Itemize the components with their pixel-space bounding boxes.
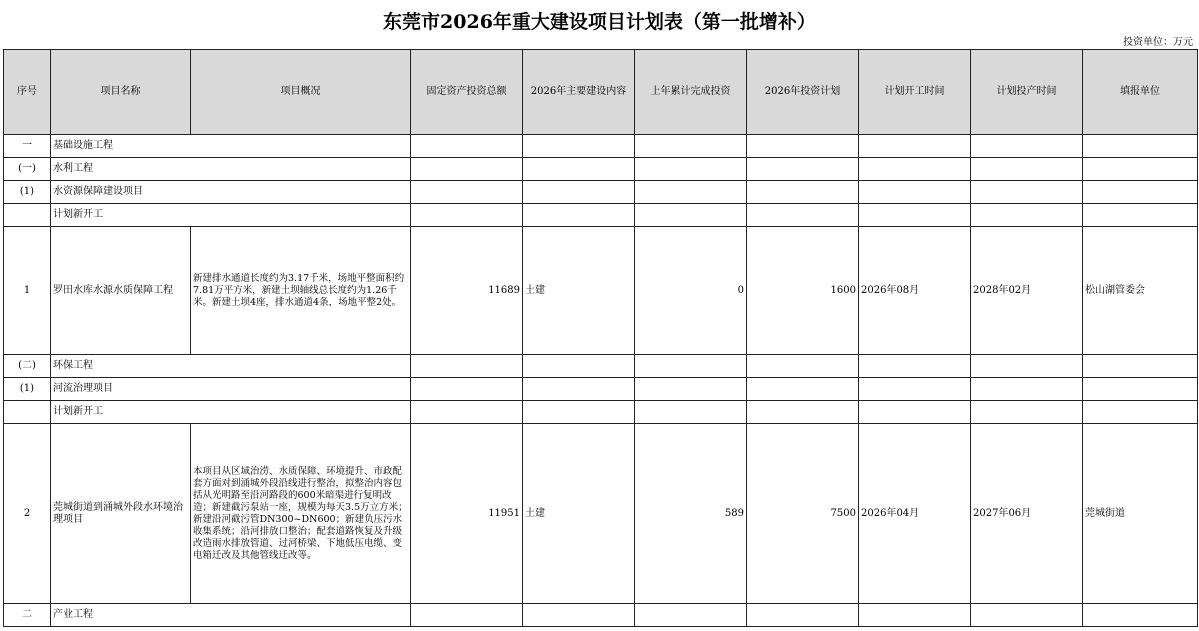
row-seq xyxy=(4,204,51,227)
row-name: 河流治理项目 xyxy=(51,378,411,401)
row-seq xyxy=(4,401,51,424)
project-prev-completed: 589 xyxy=(635,424,747,604)
section-row xyxy=(4,204,1198,227)
section-row xyxy=(4,378,1198,401)
row-seq: 二 xyxy=(4,604,51,627)
header-start-time: 计划开工时间 xyxy=(859,50,971,135)
header-seq: 序号 xyxy=(4,50,51,135)
project-plan-table xyxy=(3,49,1198,627)
section-row xyxy=(4,604,1198,627)
header-finish-time: 计划投产时间 xyxy=(971,50,1083,135)
row-name: 计划新开工 xyxy=(51,204,411,227)
header-name: 项目名称 xyxy=(51,50,191,135)
project-reporting-unit: 莞城街道 xyxy=(1083,424,1198,604)
row-seq: (二) xyxy=(4,355,51,378)
project-start-time: 2026年08月 xyxy=(859,227,971,355)
investment-unit-note: 投资单位：万元 xyxy=(1123,37,1193,48)
project-total-investment: 11951 xyxy=(411,424,523,604)
project-reporting-unit: 松山湖管委会 xyxy=(1083,227,1198,355)
project-finish-time: 2028年02月 xyxy=(971,227,1083,355)
project-name: 罗田水库水源水质保障工程 xyxy=(51,227,191,355)
project-row xyxy=(4,424,1198,604)
project-plan-2026: 1600 xyxy=(747,227,859,355)
header-overview: 项目概况 xyxy=(191,50,411,135)
row-name: 基础设施工程 xyxy=(51,135,411,158)
row-name: 水资源保障建设项目 xyxy=(51,181,411,204)
project-main-content: 土建 xyxy=(523,227,635,355)
project-plan-2026: 7500 xyxy=(747,424,859,604)
project-overview: 本项目从区域治涝、水质保障、环境提升、市政配套方面对到涌城外段沿线进行整治，拟整治内容包括从光明路至沿河路段的600米暗渠进行复明改造；新建截污泵站一座，规模为每天3.5万立方米；新建沿河截污管DN300~DN600；新建负压污水收集系统；沿河排放口整治；配套道路恢复及升级改造雨水排放管道、过河桥梁、下地低压电缆、变电箱迁改及其他管线迁改等。 xyxy=(191,424,411,604)
row-name: 计划新开工 xyxy=(51,401,411,424)
project-prev-completed: 0 xyxy=(635,227,747,355)
row-seq: 一 xyxy=(4,135,51,158)
project-row xyxy=(4,227,1198,355)
project-finish-time: 2027年06月 xyxy=(971,424,1083,604)
header-reporting-unit: 填报单位 xyxy=(1083,50,1198,135)
section-row xyxy=(4,401,1198,424)
page-title: 东莞市2026年重大建设项目计划表（第一批增补） xyxy=(383,11,816,33)
section-row xyxy=(4,158,1198,181)
project-name: 莞城街道到涌城外段水环境治理项目 xyxy=(51,424,191,604)
project-seq: 1 xyxy=(4,227,51,355)
section-row xyxy=(4,355,1198,378)
header-main-content: 2026年主要建设内容 xyxy=(523,50,635,135)
header-row xyxy=(4,50,1198,135)
row-seq: (1) xyxy=(4,181,51,204)
row-name: 产业工程 xyxy=(51,604,411,627)
project-overview: 新建排水通道长度约为3.17千米，场地平整面积约7.81万平方米，新建土坝轴线总长度约为1.26千米。新建土坝4座，排水通道4条，场地平整2处。 xyxy=(191,227,411,355)
header-plan-2026: 2026年投资计划 xyxy=(747,50,859,135)
header-total-investment: 固定资产投资总额 xyxy=(411,50,523,135)
section-row xyxy=(4,181,1198,204)
row-name: 环保工程 xyxy=(51,355,411,378)
section-row xyxy=(4,135,1198,158)
project-total-investment: 11689 xyxy=(411,227,523,355)
project-seq: 2 xyxy=(4,424,51,604)
row-seq: (1) xyxy=(4,378,51,401)
row-seq: (一) xyxy=(4,158,51,181)
project-start-time: 2026年04月 xyxy=(859,424,971,604)
header-prev-completed: 上年累计完成投资 xyxy=(635,50,747,135)
row-name: 水利工程 xyxy=(51,158,411,181)
project-main-content: 土建 xyxy=(523,424,635,604)
